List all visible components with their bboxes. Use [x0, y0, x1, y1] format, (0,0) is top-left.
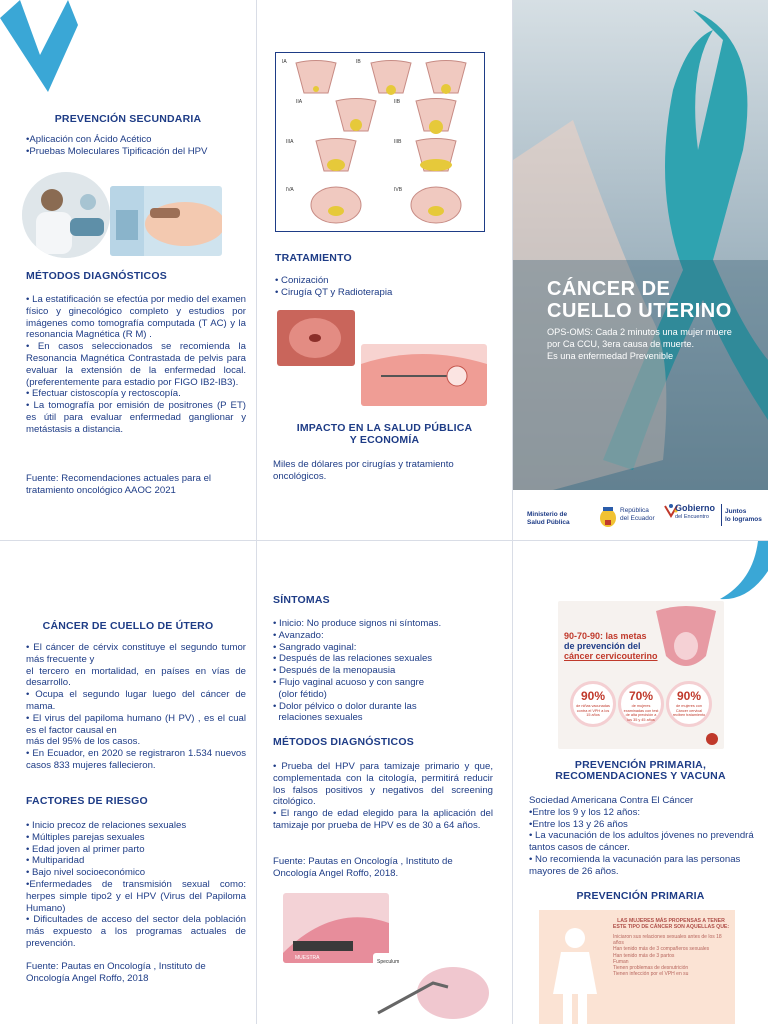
stage-label: IB	[356, 59, 361, 65]
prevention-item: • No recomienda la vacunación para las personas mayores de 26 años.	[529, 853, 741, 877]
speculum-diagram	[373, 953, 493, 1024]
panel-symptoms	[257, 541, 512, 1024]
heading-primary-prevention: PREVENCIÓN PRIMARIA	[576, 890, 705, 902]
ecuador-coat-of-arms-icon	[597, 504, 619, 528]
heading-cervical-cancer: CÁNCER DE CUELLO DE ÚTERO	[42, 620, 214, 632]
cover-title-line1: CÁNCER DE	[547, 278, 671, 300]
infographic-title: 90-70-90: las metas de prevención del cáncer cervicouterino	[564, 631, 658, 661]
cover-subtitle-line2: por Ca CCU, 3era causa de muerte.	[547, 339, 695, 350]
cover-panel	[513, 0, 768, 540]
poster-item: Tienen infección por el VPH en su	[613, 971, 689, 978]
image-label: MUESTRA	[295, 955, 320, 961]
symptom-item: • Flujo vaginal acuoso y con sangre	[273, 676, 425, 688]
organization-logo-icon	[706, 733, 718, 745]
goal-percent: 90%	[676, 689, 702, 703]
ribbon-photo	[513, 0, 768, 490]
risk-item: • Inicio precoz de relaciones sexuales	[26, 820, 187, 831]
cancer-item: • El cáncer de cérvix constituye el segundo tumor más frecuente y	[26, 642, 246, 665]
staging-diagram	[275, 52, 485, 232]
woman-figure-icon	[545, 924, 605, 1024]
goal-text: de niñas vacunadas contra el VPH a los 15 años	[576, 704, 610, 717]
panel-primary-prevention	[513, 541, 768, 1024]
goal-text: de mujeres examinadas con test de alta precisión a los 35 y 45 años	[623, 704, 659, 722]
prevention-item: • La vacunación de los adultos jóvenes no prevendrá tantos casos de cáncer.	[529, 830, 754, 854]
treatment-item: • Conización	[275, 275, 329, 286]
symptom-item: • Avanzado:	[273, 629, 324, 641]
diagnostic-item: • Efectuar cistoscopía y rectoscopía.	[26, 388, 181, 400]
heading-treatment: TRATAMIENTO	[275, 252, 352, 264]
stage-label: IIIA	[286, 139, 294, 145]
symptom-item: • Sangrado vaginal:	[273, 641, 357, 653]
risk-item: • Dificultades de acceso del sector dela población más expuesto a los programas actuales de prevención.	[26, 914, 246, 949]
juntos-slogan: Juntos lo logramos	[725, 508, 762, 523]
cervix-image	[277, 310, 355, 366]
symptom-item: • Inicio: No produce signos ni síntomas.	[273, 618, 442, 629]
heading-primary-prevention-recommendations-line2: RECOMENDACIONES Y VACUNA	[555, 770, 726, 782]
panel-treatment	[257, 0, 512, 540]
risk-item: • Multiparidad	[26, 855, 85, 867]
poster-item: Han tenido más de 3 partos	[613, 952, 675, 959]
ministry-logo: Ministerio de Salud Pública	[527, 511, 570, 526]
risk-item: • Múltiples parejas sexuales	[26, 831, 145, 843]
symptom-item: • Dolor pélvico o dolor durante las	[273, 700, 417, 712]
image-label: Speculum	[377, 959, 400, 965]
cancer-item: más del 95% de los casos.	[26, 736, 141, 748]
government-logo-text: Gobierno del Encuentro	[675, 503, 715, 520]
poster-item: Iniciaron sus relaciones sexuales antes de los 18 años	[613, 934, 722, 947]
stage-label: IA	[282, 59, 287, 65]
cover-subtitle-line3: Es una enfermedad Prevenible	[547, 351, 674, 362]
republic-logo-text: República del Ecuador	[620, 507, 655, 522]
symptom-item: relaciones sexuales	[273, 712, 363, 724]
diagnostic-item: • El rango de edad elegido para la aplicación del tamizaje por prueba de HPV es de 30 a 64 años.	[273, 808, 493, 831]
diagnostic-item: • En casos seleccionados se recomienda la Resonancia Magnética Contrastada de pelvis para evaluar la extensión de la enfermedad local. (preferentemente para estadio por FIGO IB2-IB3).	[26, 341, 246, 388]
heading-secondary-prevention: PREVENCIÓN SECUNDARIA	[54, 113, 202, 125]
gynecology-exam-image	[110, 186, 222, 256]
secondary-item: •Aplicación con Ácido Acético	[26, 134, 152, 145]
poster-list	[613, 934, 733, 977]
risk-item: • Edad joven al primer parto	[26, 843, 145, 855]
heading-risk-factors: FACTORES DE RIESGO	[26, 795, 148, 807]
pap-smear-image	[283, 893, 389, 963]
cancer-item: el tercero en mortalidad, en países en vías de desarrollo.	[26, 665, 246, 689]
goal-percent: 90%	[580, 689, 606, 703]
diagnostic-item: • La estatificación se efectúa por medio del examen físico y ginecológico completo y estudios por imágenes como tomografía computada (T AC) y la resonancia Magnética (R M) .	[26, 294, 246, 341]
symptom-item: • Después de la menopausia	[273, 665, 396, 677]
heading-public-health-line1: IMPACTO EN LA SALUD PÚBLICA	[296, 422, 473, 434]
goal-percent: 70%	[628, 689, 654, 703]
prevention-item: •Entre los 13 y 26 años	[529, 818, 628, 830]
cancer-item: • Ocupa el segundo lugar luego del cáncer de mama.	[26, 689, 246, 712]
doctor-exam-image	[22, 172, 110, 258]
decorative-swoosh	[0, 0, 80, 95]
symptom-item: • Después de las relaciones sexuales	[273, 653, 433, 665]
stage-label: IIIB	[394, 139, 402, 145]
poster-title: LAS MUJERES MÁS PROPENSAS A TENER ESTE TIPO DE CÁNCER SON AQUELLAS QUE:	[612, 918, 730, 931]
impact-text: Miles de dólares por cirugías y tratamiento oncológicos.	[273, 459, 454, 482]
prevention-item: •Entre los 9 y los 12 años:	[529, 806, 641, 818]
panel-secondary-prevention	[0, 0, 256, 540]
cancer-item: • En Ecuador, en 2020 se registraron 1.534 nuevos casos 833 mujeres fallecieron.	[26, 748, 246, 771]
cancer-item: • El virus del papiloma humano (H PV) , es el cual es el factor causal en	[26, 712, 246, 736]
diagnostic-item: • Prueba del HPV para tamizaje primario y que, complementada con la citología, permitirá reducir los falsos positivos y negativos del screening citológico.	[273, 761, 493, 808]
prevention-item: Sociedad Americana Contra El Cáncer	[529, 795, 694, 806]
cover-subtitle-line1: OPS-OMS: Cada 2 minutos una mujer muere	[547, 327, 732, 337]
source-note: Fuente: Recomendaciones actuales para el tratamiento oncológico AAOC 2021	[26, 473, 212, 496]
risk-item: • Bajo nivel socioeconómico	[26, 867, 146, 879]
treatment-item: • Cirugía QT y Radioterapia	[275, 286, 393, 298]
decorative-swoosh	[708, 541, 768, 601]
stage-label: IIB	[394, 99, 401, 105]
stage-label: IVA	[286, 187, 294, 193]
logo-separator	[721, 504, 722, 526]
risk-women-poster	[539, 910, 735, 1024]
cover-title-line2: CUELLO UTERINO	[547, 300, 732, 322]
heading-diagnostic-methods: MÉTODOS DIAGNÓSTICOS	[26, 270, 167, 282]
heading-public-health-line2: Y ECONOMÍA	[349, 434, 420, 446]
secondary-item: •Pruebas Moleculares Tipificación del HPV	[26, 145, 208, 157]
source-note: Fuente: Pautas en Oncología , Instituto de Oncología Angel Roffo, 2018.	[273, 856, 453, 879]
heading-symptoms: SÍNTOMAS	[273, 594, 330, 606]
prevention-goals-infographic	[558, 601, 724, 749]
goal-text: de mujeres con Cáncer cervical reciben tratamiento	[672, 704, 706, 717]
poster-item: Fuman	[613, 958, 629, 965]
symptom-item: (olor fétido)	[273, 688, 327, 700]
heading-diagnostic-methods: MÉTODOS DIAGNÓSTICOS	[273, 736, 414, 748]
poster-item: Tienen problemas de desnutrición	[613, 965, 689, 972]
source-note: Fuente: Pautas en Oncología , Instituto de Oncología Angel Roffo, 2018	[26, 961, 206, 984]
heading-primary-prevention-recommendations-line1: PREVENCIÓN PRIMARIA,	[574, 759, 707, 771]
conization-diagram	[361, 344, 487, 406]
diagnostic-item: • La tomografía por emisión de positrones (P ET) es útil para evaluar enfermedad ganglionar y metástasis a distancia.	[26, 400, 246, 435]
stage-label: IVB	[394, 187, 403, 193]
poster-item: Han tenido más de 3 compañeros sexuales	[613, 946, 710, 953]
panel-cervical-cancer	[0, 541, 256, 1024]
stage-label: IIA	[296, 99, 303, 105]
risk-item: •Enfermedades de transmisión sexual como: herpes simple tipo2 y el HPV (Virus del Papiloma Humano)	[26, 878, 246, 914]
